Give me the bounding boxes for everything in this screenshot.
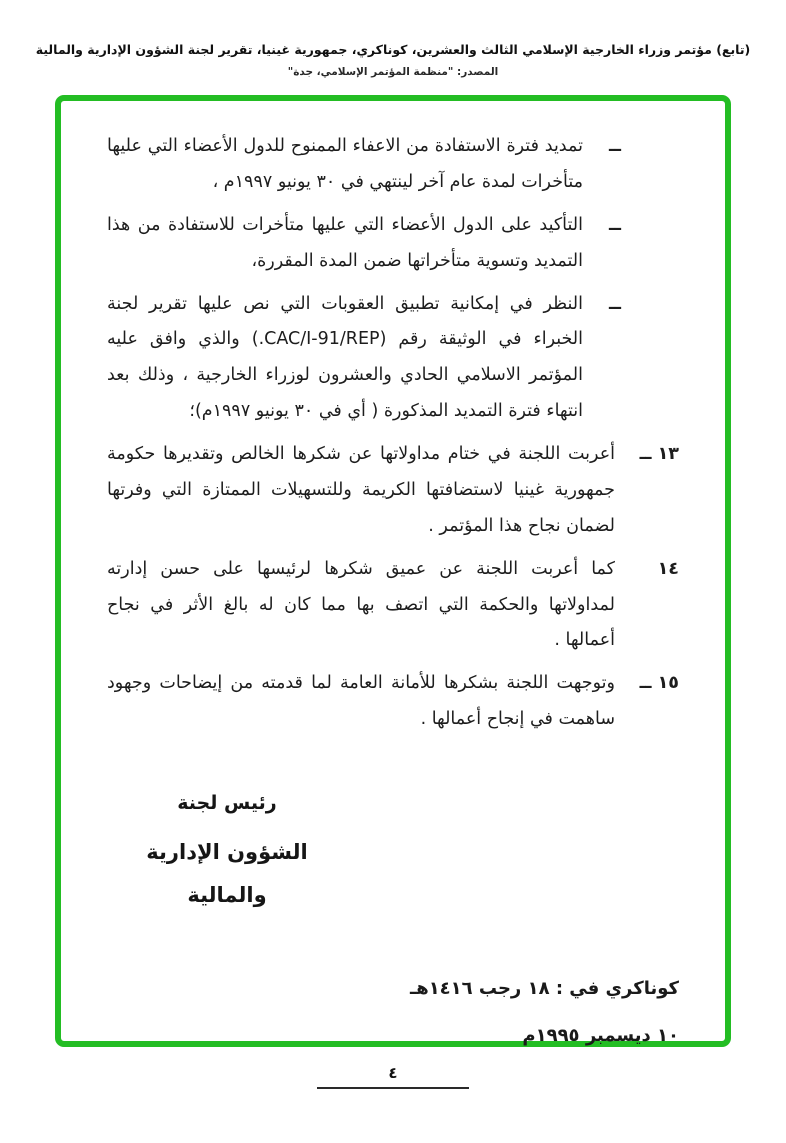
numbered-item-13 <box>107 437 679 545</box>
signature-committee: الشؤون الإدارية والمالية <box>146 839 308 907</box>
item-number: ١٥ ــ <box>639 673 679 694</box>
item-text: وتوجهت اللجنة بشكرها للأمانة العامة لما قدمته من إيضاحات وجهود ساهمت في إنجاح أعمالها . <box>107 673 615 730</box>
document-header <box>0 0 786 78</box>
signature-line <box>317 1087 469 1089</box>
bullet-text: تمديد فترة الاستفادة من الاعفاء الممنوح للدول الأعضاء التي عليها متأخرات لمدة عام آخر لينتهي في ٣٠ يونيو ١٩٩٧م ، <box>107 136 583 192</box>
bullet-item-2 <box>107 208 621 280</box>
item-text: أعربت اللجنة في ختام مداولاتها عن شكرها الخالص وتقديرها حكومة جمهورية غينيا لاستضافتها الكريمة وللتسهيلات الممتازة التي وفرتها لضمان نجاح هذا المؤتمر . <box>107 444 615 536</box>
item-number: ١٣ ــ <box>639 444 679 464</box>
bullet-item-3 <box>107 287 621 431</box>
date-block <box>107 971 679 1055</box>
bullet-dash: ــ <box>609 214 621 235</box>
numbered-item-14 <box>107 552 679 660</box>
bullet-text: التأكيد على الدول الأعضاء التي عليها متأخرات للاستفادة من هذا التمديد وتسوية متأخراتها ضمن المدة المقررة، <box>107 214 583 271</box>
bullet-dash: ــ <box>609 293 621 314</box>
header-source: المصدر: "منظمة المؤتمر الإسلامي، جدة" <box>287 66 499 78</box>
bullet-text: النظر في إمكانية تطبيق العقوبات التي نص عليها تقرير لجنة الخبراء في الوثيقة رقم (CAC/I-91/REP.) والذي وافق عليه المؤتمر الاسلامي الحادي والعشرون لوزراء الخارجية ، وذلك بعد انتهاء فترة التمديد المذكورة ( أي في ٣٠ يونيو ١٩٩٧م)؛ <box>107 293 583 422</box>
page-number: ٤ <box>388 1064 398 1082</box>
numbered-item-15 <box>107 666 679 738</box>
date-gregorian: ١٠ ديسمبر ١٩٩٥م <box>522 1024 679 1046</box>
bullet-item-1 <box>107 129 621 201</box>
header-title: (تابع) مؤتمر وزراء الخارجية الإسلامي الثالث والعشرين، كوناكري، جمهورية غينيا، تقرير لجنة الشؤون الإدارية والمالية <box>35 42 751 57</box>
date-hijri: كوناكري في : ١٨ رجب ١٤١٦هـ <box>410 978 679 1000</box>
signature-title: رئيس لجنة <box>177 792 277 814</box>
bullet-dash: ــ <box>609 136 621 156</box>
item-number: ١٤ <box>657 558 679 579</box>
signature-block <box>127 784 327 917</box>
document-body <box>61 101 725 1089</box>
content-frame <box>55 95 731 1047</box>
item-text: كما أعربت اللجنة عن عميق شكرها لرئيسها على حسن إدارته لمداولاتها والحكمة التي اتصف بها مما كان له بالغ الأثر في نجاح أعمالها . <box>107 558 615 651</box>
